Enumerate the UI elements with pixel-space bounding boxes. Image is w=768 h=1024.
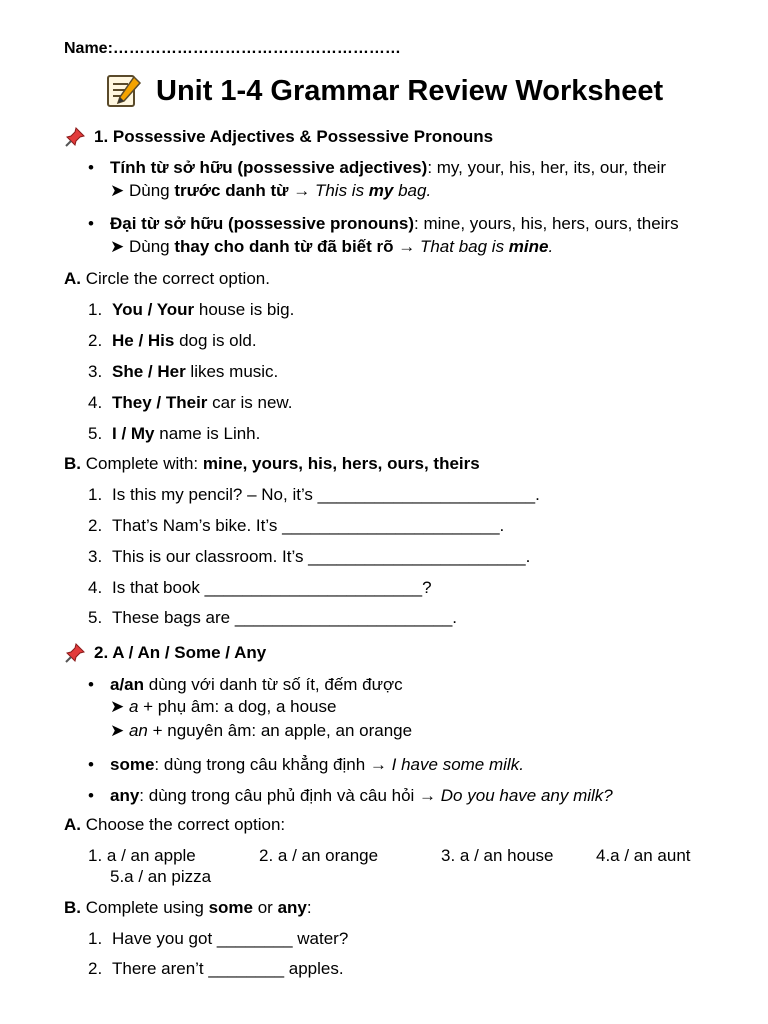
item-text: Is that book _______________________? xyxy=(112,578,432,597)
item-options: They / Their xyxy=(112,393,208,412)
item-options: He / His xyxy=(112,331,175,350)
example-text: I have some milk. xyxy=(391,755,524,774)
bullet-text: : mine, yours, his, hers, ours, theirs xyxy=(414,214,679,233)
bullet-text: : my, your, his, her, its, our, their xyxy=(427,158,667,177)
bullet-sub-an xyxy=(110,721,412,741)
bullet-bold: Tính từ sở hữu (possessive adjectives) xyxy=(110,158,428,177)
item-number: 5. xyxy=(88,608,103,627)
instruction-text: Choose the correct option: xyxy=(81,815,286,834)
item-number: 2. xyxy=(88,331,103,350)
memo-icon xyxy=(104,73,144,109)
bullet-text: dùng với danh từ số ít, đếm được xyxy=(144,675,403,694)
item-options: I / My xyxy=(112,424,155,443)
part-b2-instruction xyxy=(64,898,312,918)
item-number: 1. xyxy=(88,300,103,319)
arrow: → xyxy=(288,181,315,200)
bullet-sub-usage xyxy=(110,237,553,257)
bullet-sub-a xyxy=(110,697,336,717)
instruction-text: Complete using xyxy=(81,898,209,917)
arrow: → xyxy=(393,237,420,256)
item-options: She / Her xyxy=(112,362,186,381)
title-text: Unit 1-4 Grammar Review Worksheet xyxy=(156,74,664,107)
example-text: This is xyxy=(314,181,369,200)
worksheet-title xyxy=(104,73,663,109)
option-1: 1. a / an apple xyxy=(88,846,196,865)
bullet-dot: • xyxy=(88,755,94,774)
list-item xyxy=(88,393,292,413)
list-item xyxy=(88,300,294,320)
item-number: 2. xyxy=(88,516,103,535)
bullet-dot: • xyxy=(88,675,94,694)
example-text-end: bag. xyxy=(393,181,432,200)
list-item xyxy=(88,959,344,979)
item-text: Have you got ________ water? xyxy=(112,929,349,948)
example-bold: mine xyxy=(508,237,549,256)
section-2-heading xyxy=(64,642,266,664)
bullet-dot: • xyxy=(88,786,94,805)
part-label: A. xyxy=(64,269,81,288)
example-text: Do you have any milk? xyxy=(440,786,613,805)
item-number: 1. xyxy=(88,485,103,504)
bullet-text: + nguyên âm: an apple, an orange xyxy=(147,721,413,740)
instruction-text: or xyxy=(253,898,278,917)
part-a2-instruction xyxy=(64,815,285,835)
item-number: 2. xyxy=(88,959,103,978)
usage-bold: thay cho danh từ đã biết rõ xyxy=(174,237,394,256)
bullet-bold: any xyxy=(110,786,140,805)
item-text: car is new. xyxy=(207,393,293,412)
item-text: dog is old. xyxy=(174,331,257,350)
list-item xyxy=(88,331,257,351)
item-text: This is our classroom. It’s _______________________. xyxy=(112,547,531,566)
item-number: 1. xyxy=(88,929,103,948)
list-item xyxy=(88,929,348,949)
item-text: likes music. xyxy=(185,362,279,381)
bullet-dot: • xyxy=(88,214,94,233)
part-b-instruction xyxy=(64,454,480,474)
option-3: 3. a / an house xyxy=(441,846,554,865)
arrow-prefix: ➤ xyxy=(110,697,129,716)
list-item xyxy=(88,578,432,598)
item-text: house is big. xyxy=(194,300,295,319)
article-italic: a xyxy=(128,697,139,716)
example-text: That bag is xyxy=(419,237,509,256)
instruction-text: : xyxy=(306,898,312,917)
arrow-prefix: ➤ Dùng xyxy=(110,237,175,256)
option-4: 4.a / an aunt xyxy=(596,846,691,865)
item-number: 3. xyxy=(88,547,103,566)
section-1-title: 1. Possessive Adjectives & Possessive Pronouns xyxy=(94,127,494,146)
pushpin-icon xyxy=(64,126,86,148)
example-text-end: . xyxy=(548,237,554,256)
list-item xyxy=(88,362,278,382)
bullet-text: : dùng trong câu phủ định và câu hỏi → xyxy=(139,786,441,805)
list-item xyxy=(88,485,540,505)
instruction-bold: mine, yours, his, hers, ours, theirs xyxy=(202,454,480,473)
list-item xyxy=(88,608,457,628)
example-bold: my xyxy=(368,181,394,200)
instruction-bold: some xyxy=(208,898,253,917)
arrow-prefix: ➤ Dùng xyxy=(110,181,175,200)
bullet-text: : dùng trong câu khẳng định → xyxy=(154,755,392,774)
item-text: name is Linh. xyxy=(154,424,261,443)
instruction-bold: any xyxy=(277,898,307,917)
usage-bold: trước danh từ xyxy=(174,181,289,200)
instruction-text: Circle the correct option. xyxy=(81,269,270,288)
option-2: 2. a / an orange xyxy=(259,846,379,865)
list-item xyxy=(88,547,530,567)
part-label: B. xyxy=(64,454,81,473)
item-number: 4. xyxy=(88,578,103,597)
list-item xyxy=(88,516,504,536)
instruction-text: Complete with: xyxy=(81,454,203,473)
name-line: Name:……………………………………………… xyxy=(64,40,401,57)
item-text: Is this my pencil? – No, it’s _______________________. xyxy=(112,485,540,504)
item-text: There aren’t ________ apples. xyxy=(112,959,344,978)
section-2-title: 2. A / An / Some / Any xyxy=(94,643,267,662)
part-label: A. xyxy=(64,815,81,834)
bullet-dot: • xyxy=(88,158,94,177)
item-text: That’s Nam’s bike. It’s _______________________. xyxy=(112,516,505,535)
list-item xyxy=(88,424,260,444)
item-options: You / Your xyxy=(112,300,195,319)
pushpin-icon xyxy=(64,642,86,664)
section-1-heading xyxy=(64,126,493,148)
arrow-prefix: ➤ xyxy=(110,721,129,740)
option-5: 5.a / an pizza xyxy=(110,867,212,886)
item-number: 5. xyxy=(88,424,103,443)
item-number: 4. xyxy=(88,393,103,412)
bullet-bold: a/an xyxy=(110,675,145,694)
bullet-text: + phụ âm: a dog, a house xyxy=(138,697,337,716)
article-italic: an xyxy=(128,721,148,740)
part-a-instruction xyxy=(64,269,270,289)
item-number: 3. xyxy=(88,362,103,381)
bullet-bold: some xyxy=(110,755,155,774)
bullet-bold: Đại từ sở hữu (possessive pronouns) xyxy=(110,214,415,233)
part-label: B. xyxy=(64,898,81,917)
item-text: These bags are _______________________. xyxy=(112,608,458,627)
bullet-sub-usage xyxy=(110,181,431,201)
